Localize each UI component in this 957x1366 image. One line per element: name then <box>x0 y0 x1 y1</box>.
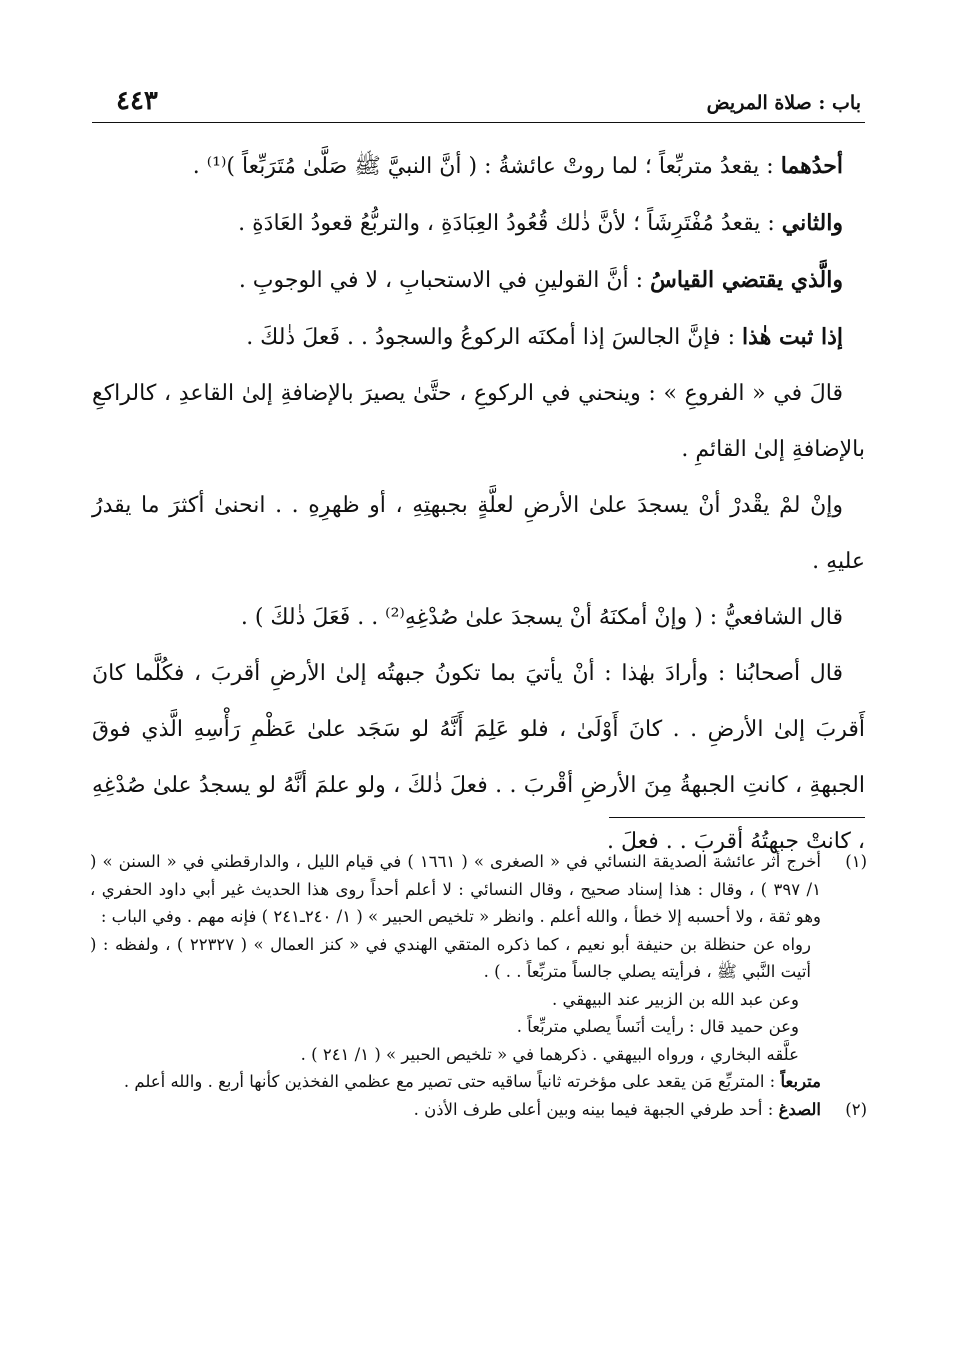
paragraph-text: : يقعدُ مُفْتَرِشَاً ؛ لأنَّ ذٰلك قُعُودُ العِبَادَةِ ، والتربُّعُ قعودُ العَادَةِ . <box>238 211 782 236</box>
page-number: ٤٤٣ <box>116 86 158 116</box>
paragraph-first-opinion <box>92 138 865 195</box>
paragraph-lead: والثاني <box>781 210 843 236</box>
footnote-line: أخرج أثر عائشة الصديقة النسائي في « الصغرى » ( ١٦٦١ ) في قيام الليل ، والدارقطني في « السنن » ( ١/ ٣٩٧ ) ، وقال : هذا إسناد صحيح ، وقال النسائي : لا أعلم أحداً روى هذا الحديث غير أبي داود الحفري ، وهو ثقة ، ولا أحسبه إلا خطأ ، والله أعلم . وانظر « تلخيص الحبير » ( ١/ ٢٤٠ـ٢٤١ ) فإنه مهم . وفي الباب : <box>90 852 821 926</box>
chapter-title: باب : صلاة المريض <box>706 92 861 114</box>
footnote-body <box>90 1096 821 1124</box>
footnote-2 <box>90 1096 867 1124</box>
footnote-separator <box>609 817 865 818</box>
footnote-line-text: : أحد طرفي الجبهة فيما بينه وبين أعلى طرف الأذن . <box>413 1099 779 1119</box>
paragraph-lead: والَّذي يقتضي القياسُ <box>650 267 843 293</box>
footnote-line-text: : المتربِّع مَن يقعد على مؤخرته ثانياً ساقيه حتى تصير مع عظمي الفخذين كأنها أربع . والله أعلم . <box>123 1072 781 1091</box>
paragraph-text: : فإنَّ الجالسَ إذا أمكنَه الركوعُ والسجودُ . . فَعلَ ذٰلكَ . <box>246 325 743 350</box>
paragraph-shafii <box>92 590 865 646</box>
footnote-body <box>90 848 821 1096</box>
main-text <box>92 138 865 870</box>
paragraph-text: قال الشافعيُّ : ( وإنْ أمكنَهُ أنْ يسجدَ علىٰ صُدْغِهِ⁽²⁾ . . فَعَلَ ذٰلكَ ) . <box>240 605 843 630</box>
paragraph-text: : أنَّ القولينِ في الاستحبابِ ، لا في الوجوبِ . <box>238 268 651 293</box>
footnote-number: (٢) <box>845 1099 867 1119</box>
paragraph-companions <box>92 646 865 870</box>
footnote-line: علَّقه البخاري ، ورواه البيهقي . ذكرهما في « تلخيص الحبير » ( ١/ ٢٤١ ) . <box>300 1044 799 1064</box>
page-header <box>92 86 865 123</box>
footnote-line: رواه عن حنظلة بن حنيفة أبو نعيم ، كما ذكره المتقي الهندي في « كنز العمال » ( ٢٢٣٢٧ ) ، ولفظه : ( أتيت النَّبي ﷺ ، فرأيته يصلي جالساً متربِّعاً . . ) . <box>90 934 811 981</box>
footnotes <box>90 848 867 1123</box>
footnote-line: وعن حميد قال : رأيت أنَساً يصلي متربِّعاً . <box>516 1017 799 1036</box>
paragraph-text: قال أصحابُنا : وأرادَ بهٰذا : أنْ يأتيَ بما تكونُ جبهتُه إلىٰ الأرضِ أقربَ ، فكُلَّما كانَ أَقربَ إلىٰ الأرضِ . . كانَ أَوْلَىٰ ، فلو عَلِمَ أَنَّهُ لو سَجَد علىٰ عَظْمِ رَأْسِهِ الَّذي فوقَ الجبهةِ ، كانتِ الجبهةُ مِنَ الأرضِ أقْربَ . . فعلَ ذٰلكَ ، ولو علمَ أنَّهُ لو يسجدُ علىٰ صُدْغِهِ ، كانتْ جبهتُهُ أقربَ . . فعلَ . <box>92 661 865 854</box>
paragraph-text: قالَ في « الفروعِ » : وينحني في الركوعِ ، حتَّىٰ يصيرَ بالإضافةِ إلىٰ القاعدِ ، كالراكعِ بالإضافةِ إلىٰ القائمِ . <box>92 381 865 462</box>
paragraph-lead: أحدُهما <box>780 153 843 179</box>
footnote-1 <box>90 848 867 1096</box>
paragraph-if-established <box>92 309 865 366</box>
paragraph-text: وإنْ لمْ يقْدرْ أنْ يسجدَ علىٰ الأرضِ لعلَّةٍ بجبهتِهِ ، أو ظهرِهِ . . انحنىٰ أكثرَ ما يقدرُ عليهِ . <box>92 493 865 574</box>
paragraph-furu <box>92 366 865 478</box>
footnote-lead: الصدغ <box>778 1099 821 1119</box>
paragraph-second-opinion <box>92 195 865 252</box>
footnote-number: (١) <box>845 852 867 871</box>
paragraph-analogy <box>92 252 865 309</box>
paragraph-text: : يقعدُ متربِّعاً ؛ لما روتْ عائشةُ : ( أنَّ النبيَّ ﷺ صَلَّىٰ مُتَرَبِّعاً )⁽¹⁾ . <box>192 154 781 179</box>
footnote-line: وعن عبد الله بن الزبير عند البيهقي . <box>551 989 799 1009</box>
footnote-line <box>90 1096 821 1124</box>
paragraph-cannot-prostrate <box>92 478 865 590</box>
footnote-line <box>90 1068 821 1096</box>
paragraph-lead: إذا ثبت هٰذا <box>742 324 843 350</box>
footnote-lead: متربعاً <box>780 1072 821 1091</box>
